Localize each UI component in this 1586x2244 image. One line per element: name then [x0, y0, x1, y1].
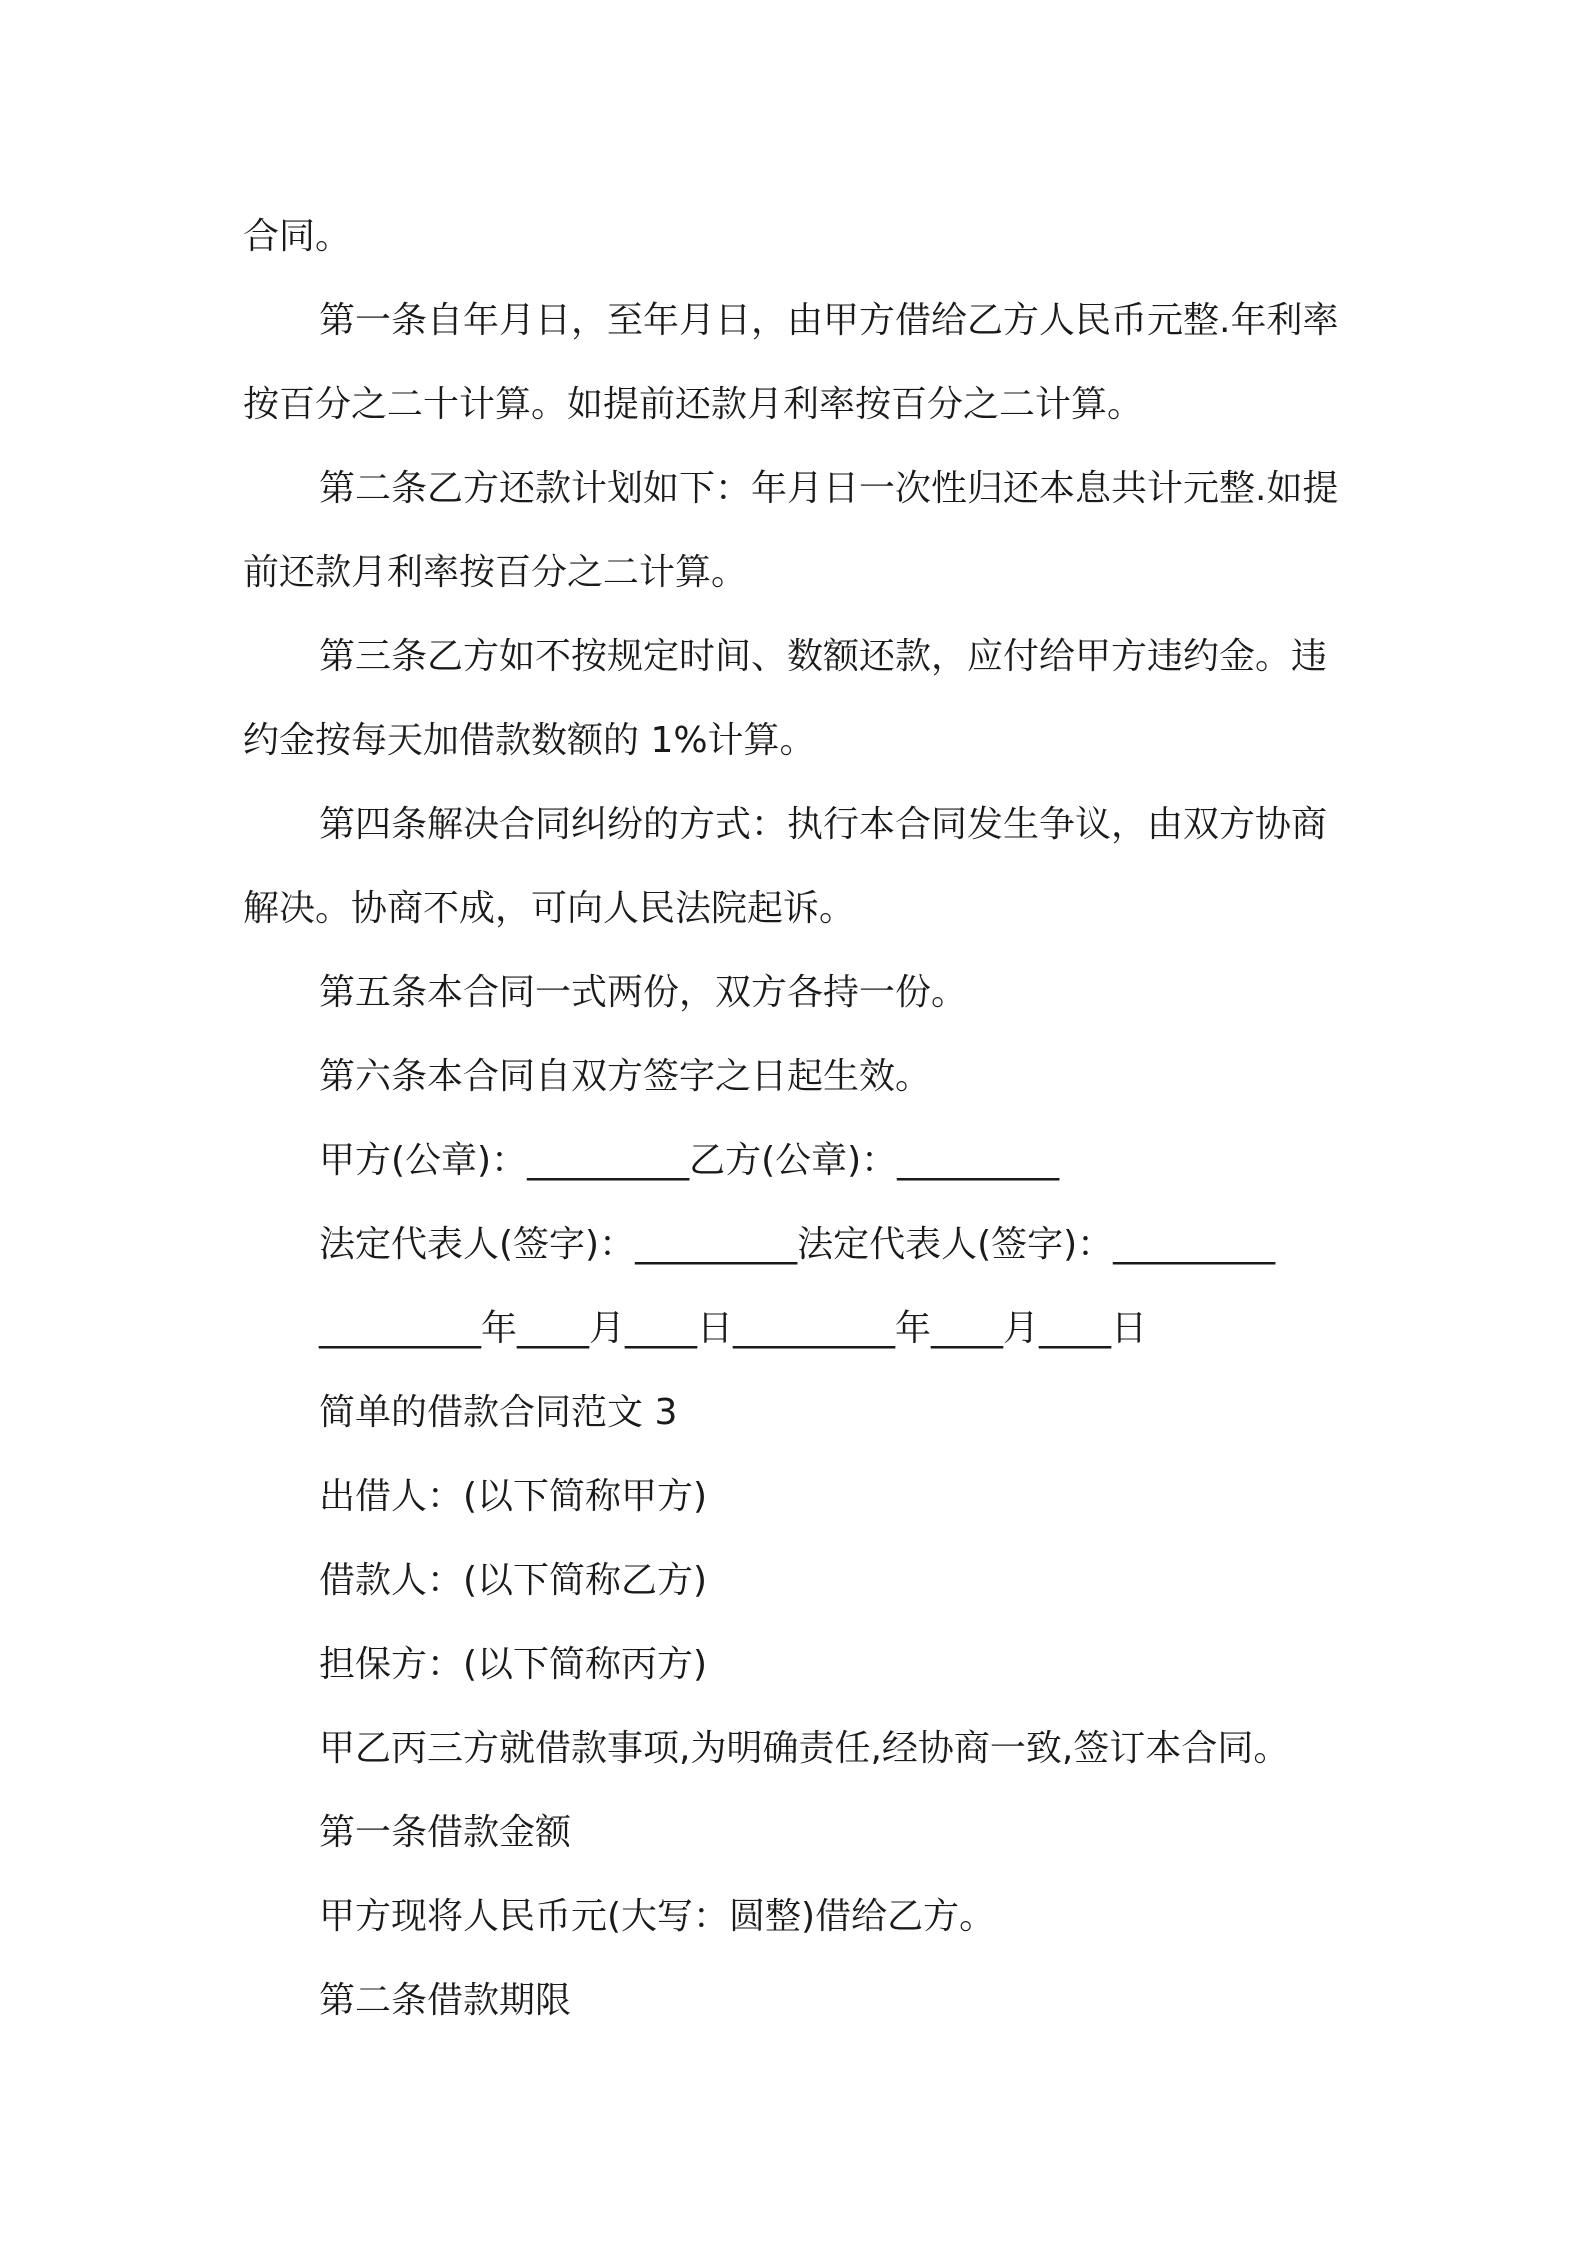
article-6-paragraph: 第六条本合同自双方签字之日起生效。 [319, 1056, 932, 1097]
article-2-title: 第二条借款期限 [319, 1980, 572, 2021]
signature-seal-line: 甲方(公章)：_________乙方(公章)：_________ [319, 1140, 1060, 1181]
paragraph-continuation: 合同。 [243, 216, 352, 257]
article-4-paragraph: 第四条解决合同纠纷的方式：执行本合同发生争议，由双方协商解决。协商不成，可向人民法院起诉。 [243, 804, 1328, 929]
article-2-paragraph: 第二条乙方还款计划如下：年月日一次性归还本息共计元整.如提前还款月利率按百分之二计算。 [243, 468, 1339, 593]
section-heading: 简单的借款合同范文 3 [319, 1392, 678, 1433]
guarantor-line: 担保方：(以下简称丙方) [319, 1644, 708, 1685]
signature-date-line: _________年____月____日_________年____月____日 [319, 1308, 1147, 1349]
signature-representative-line: 法定代表人(签字)：_________法定代表人(签字)：_________ [319, 1224, 1276, 1265]
article-1-paragraph: 第一条自年月日，至年月日，由甲方借给乙方人民币元整.年利率按百分之二十计算。如提前还款月利率按百分之二计算。 [243, 300, 1339, 425]
document-body [243, 195, 1353, 2043]
intro-line: 甲乙丙三方就借款事项,为明确责任,经协商一致,签订本合同。 [319, 1728, 1290, 1769]
article-3-paragraph: 第三条乙方如不按规定时间、数额还款，应付给甲方违约金。违约金按每天加借款数额的 1%计算。 [243, 636, 1328, 761]
borrower-line: 借款人：(以下简称乙方) [319, 1560, 708, 1601]
article-5-paragraph: 第五条本合同一式两份，双方各持一份。 [319, 972, 968, 1013]
article-1-body: 甲方现将人民币元(大写：圆整)借给乙方。 [319, 1896, 996, 1937]
lender-line: 出借人：(以下简称甲方) [319, 1476, 708, 1517]
article-1-title: 第一条借款金额 [319, 1812, 572, 1853]
